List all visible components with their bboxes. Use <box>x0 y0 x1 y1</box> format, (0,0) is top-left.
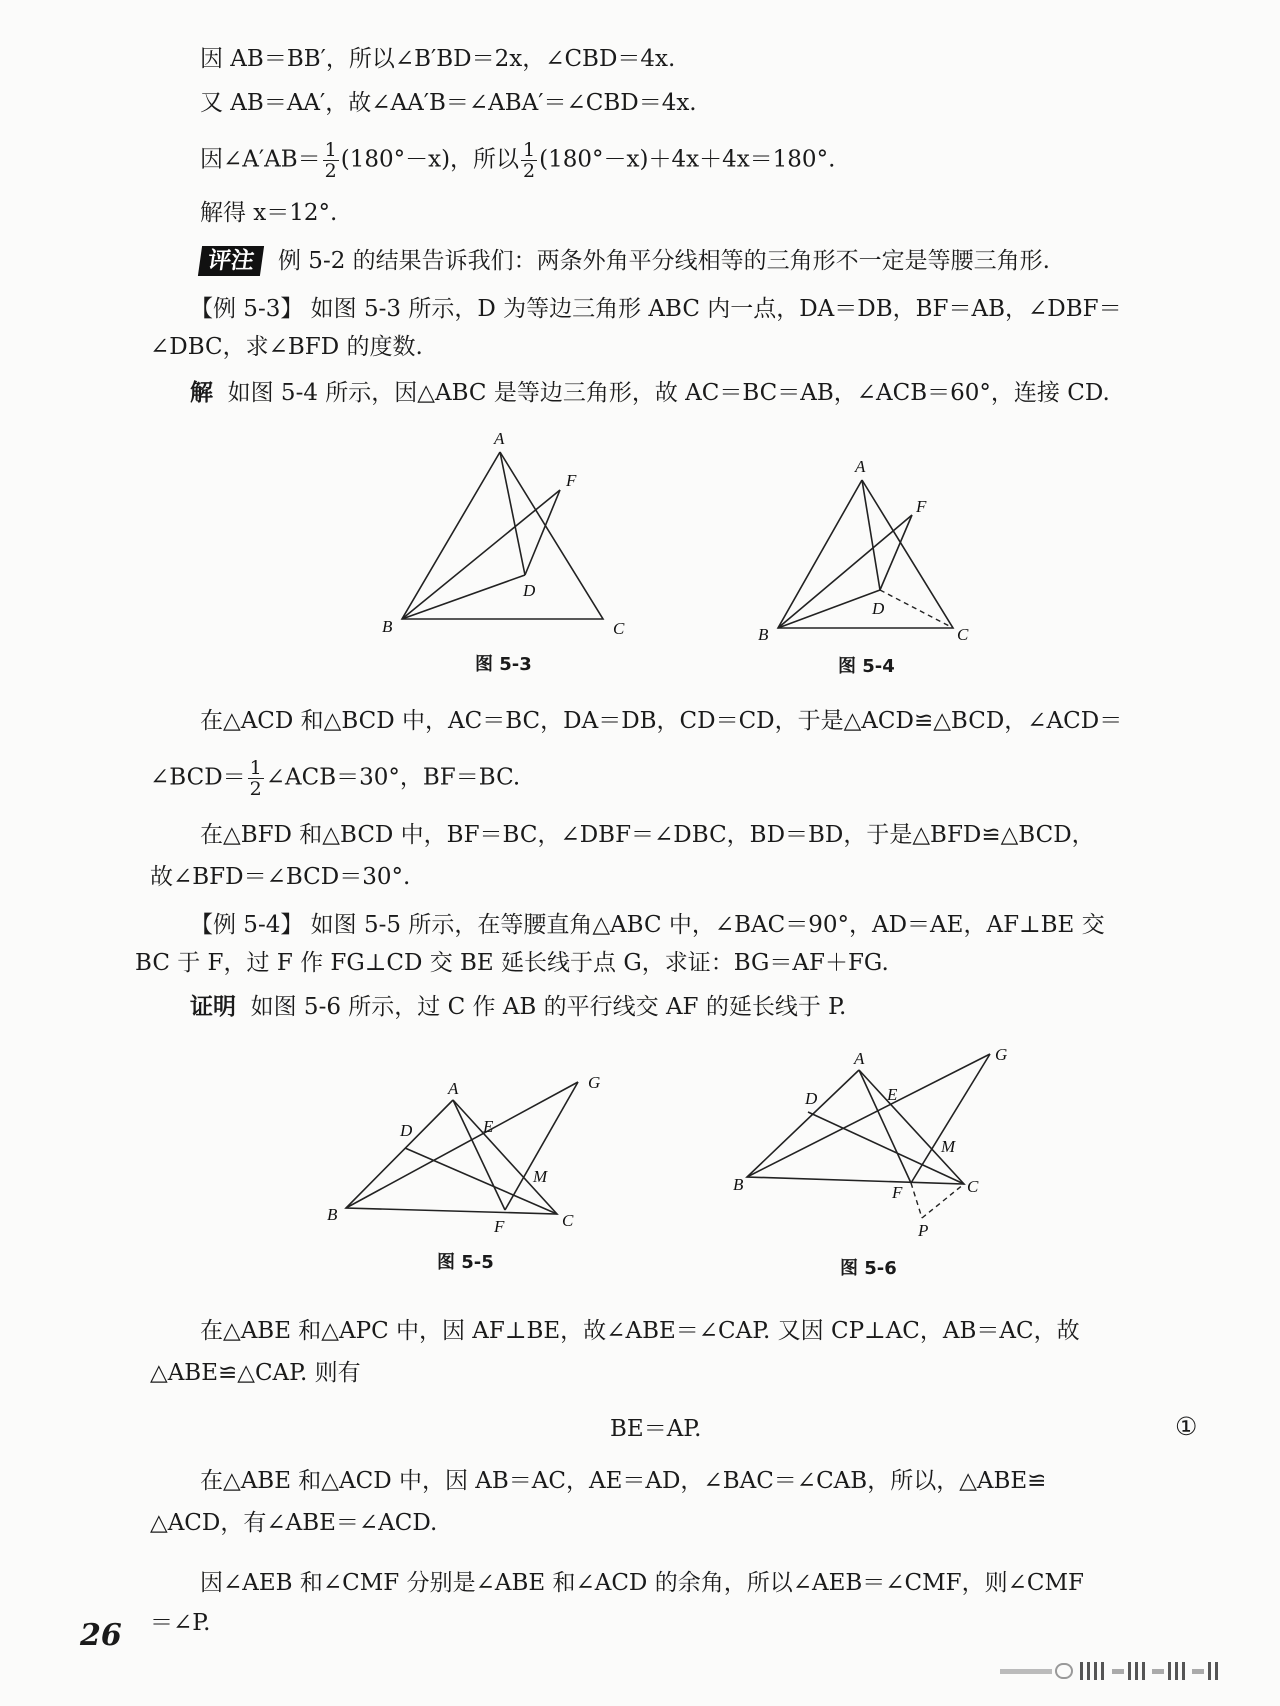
caption-figure-5-4: 图 5-4 <box>838 656 895 677</box>
label-f-54: F <box>916 497 927 516</box>
solution-label: 解 <box>190 379 213 406</box>
frac-num: 1 <box>324 139 337 161</box>
proof-label: 证明 <box>190 993 236 1020</box>
label-c-54: C <box>957 625 969 644</box>
label-d-56: D <box>805 1089 818 1108</box>
proof-line <box>190 992 846 1022</box>
para-5-line-2: ＝∠P. <box>150 1610 211 1636</box>
fraction-half-3 <box>248 758 264 799</box>
caption-figure-5-5: 图 5-5 <box>437 1252 494 1273</box>
label-p-56: P <box>918 1221 929 1240</box>
label-b-54: B <box>758 625 769 644</box>
text-line-4: 解得 x＝12°. <box>200 200 338 226</box>
para-1-line-1: 在△ACD 和△BCD 中，AC＝BC，DA＝DB，CD＝CD，于是△ACD≌△BCD，∠ACD＝ <box>200 708 1123 734</box>
barcode-mark <box>1000 1660 1240 1682</box>
para-2-line-2: 故∠BFD＝∠BCD＝30°. <box>150 864 411 890</box>
para-3-line-2: △ABE≌△CAP. 则有 <box>150 1360 361 1386</box>
figure-5-3-drawing <box>382 429 625 638</box>
label-a-54: A <box>855 457 866 476</box>
caption-figure-5-3: 图 5-3 <box>475 654 532 675</box>
text-line-1: 因 AB＝BB′，所以∠B′BD＝2x，∠CBD＝4x. <box>200 46 676 72</box>
label-g-55: G <box>588 1073 601 1092</box>
label-b-56: B <box>733 1175 744 1194</box>
label-d-54: D <box>872 599 885 618</box>
para-5-line-1: 因∠AEB 和∠CMF 分别是∠ABE 和∠ACD 的余角，所以∠AEB＝∠CMF，则∠CMF <box>200 1570 1085 1596</box>
frac-den-2: 2 <box>523 160 536 182</box>
figure-5-6-drawing <box>733 1045 1007 1240</box>
label-m-56: M <box>941 1137 956 1156</box>
example-5-4-line-1: 【例 5-4】 如图 5-5 所示，在等腰直角△ABC 中，∠BAC＝90°，AD＝AE，AF⊥BE 交 <box>190 912 1105 938</box>
para-2-line-1: 在△BFD 和△BCD 中，BF＝BC，∠DBF＝∠DBC，BD＝BD，于是△BFD≌△BCD， <box>200 822 1095 848</box>
text-line-2: 又 AB＝AA′，故∠AA′B＝∠ABA′＝∠CBD＝4x. <box>200 90 697 116</box>
label-d-55: D <box>400 1121 413 1140</box>
label-m-55: M <box>533 1167 548 1186</box>
equation-1: BE＝AP. <box>610 1416 702 1442</box>
label-b-53: B <box>382 617 393 636</box>
figure-5-5-drawing <box>327 1073 600 1236</box>
label-g-56: G <box>995 1045 1008 1064</box>
label-c-55: C <box>562 1211 574 1230</box>
example-5-3-line-2: ∠DBC，求∠BFD 的度数. <box>150 334 423 360</box>
caption-figure-5-6: 图 5-6 <box>840 1258 897 1279</box>
remark-text: 例 5-2 的结果告诉我们：两条外角平分线相等的三角形不一定是等腰三角形. <box>278 248 1050 274</box>
solution-text: 如图 5-4 所示，因△ABC 是等边三角形，故 AC＝BC＝AB，∠ACB＝60°，连接 CD. <box>227 380 1110 406</box>
label-a-55: A <box>448 1079 459 1098</box>
para-1-line-2a: ∠BCD＝ <box>150 764 246 791</box>
frac-den-3: 2 <box>249 778 262 800</box>
para-4-line-2: △ACD，有∠ABE＝∠ACD. <box>150 1510 438 1536</box>
label-e-55: E <box>483 1117 494 1136</box>
label-f-56: F <box>892 1183 903 1202</box>
text-line-3c: (180°－x)＋4x＋4x＝180°. <box>539 146 836 173</box>
para-3-line-1: 在△ABE 和△APC 中，因 AF⊥BE，故∠ABE＝∠CAP. 又因 CP⊥AC，AB＝AC，故 <box>200 1318 1080 1344</box>
equation-1-number: ① <box>1175 1412 1198 1441</box>
figure-5-4-drawing <box>758 457 969 644</box>
example-5-3-line-1: 【例 5-3】 如图 5-3 所示，D 为等边三角形 ABC 内一点，DA＝DB，BF＝AB，∠DBF＝ <box>190 296 1122 322</box>
remark-tag: 评注 <box>198 246 264 276</box>
label-a-56: A <box>854 1049 865 1068</box>
para-1-line-2b: ∠ACB＝30°，BF＝BC. <box>265 764 521 791</box>
text-line-3b: (180°－x)，所以 <box>340 146 520 173</box>
para-4-line-1: 在△ABE 和△ACD 中，因 AB＝AC，AE＝AD，∠BAC＝∠CAB，所以，△ABE≌ <box>200 1468 1047 1494</box>
label-b-55: B <box>327 1205 338 1224</box>
proof-text: 如图 5-6 所示，过 C 作 AB 的平行线交 AF 的延长线于 P. <box>250 994 847 1020</box>
label-c-56: C <box>967 1177 979 1196</box>
para-1-line-2 <box>150 758 520 799</box>
text-line-3a: 因∠A′AB＝ <box>200 146 321 173</box>
label-c-53: C <box>613 619 625 638</box>
frac-den: 2 <box>324 160 337 182</box>
frac-num-2: 1 <box>523 139 536 161</box>
example-5-4-line-2: BC 于 F，过 F 作 FG⊥CD 交 BE 延长线于点 G，求证：BG＝AF＋FG. <box>135 950 889 976</box>
label-d-53: D <box>523 581 536 600</box>
label-e-56: E <box>887 1085 898 1104</box>
frac-num-3: 1 <box>249 757 262 779</box>
label-f-53: F <box>566 471 577 490</box>
label-a-53: A <box>494 429 505 448</box>
label-f-55: F <box>494 1217 505 1236</box>
page-number: 26 <box>80 1618 122 1653</box>
